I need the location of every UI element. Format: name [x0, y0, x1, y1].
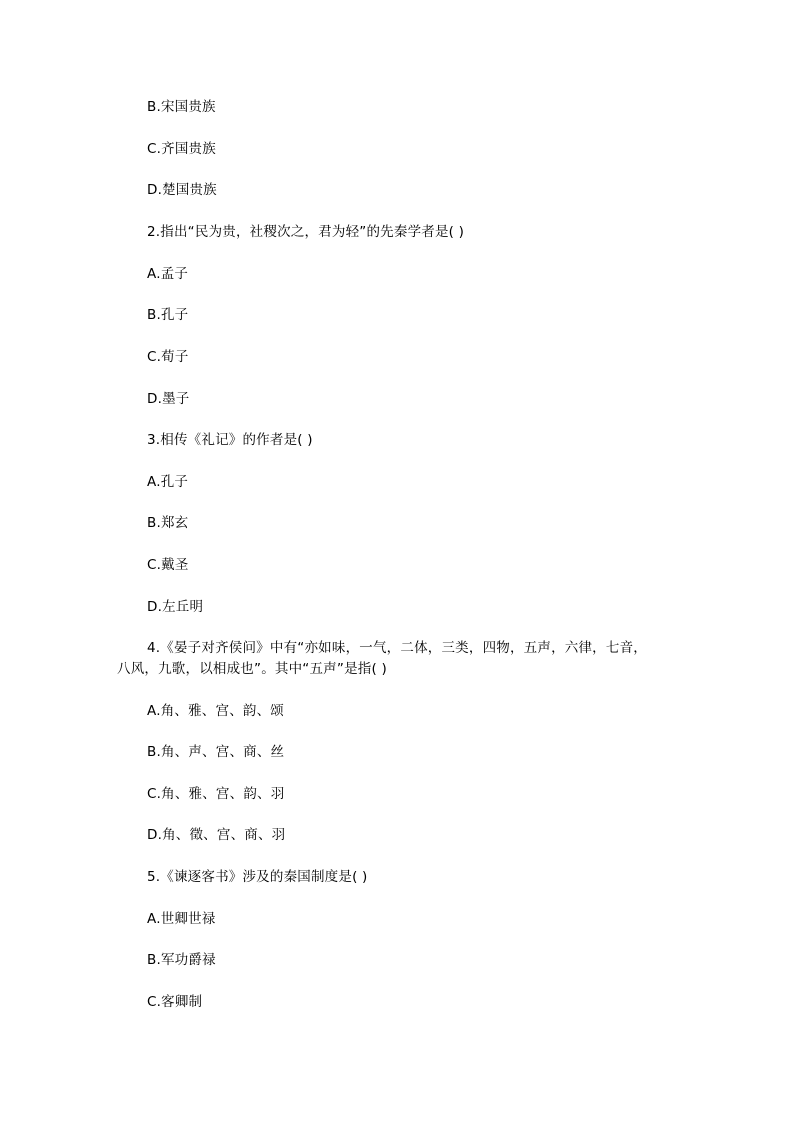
option-b-song: B.宋国贵族: [147, 99, 216, 115]
option-c-qi: C.齐国贵族: [147, 141, 216, 157]
q4-option-d: D.角、徵、宫、商、羽: [147, 827, 286, 843]
q5-option-b: B.军功爵禄: [147, 952, 216, 968]
question-3: 3.相传《礼记》的作者是( ): [147, 432, 313, 448]
q3-option-c: C.戴圣: [147, 557, 189, 573]
question-4-line-2: 八风，九歌，以相成也”。其中“五声”是指( ): [117, 661, 387, 677]
q2-option-b: B.孔子: [147, 307, 189, 323]
q3-option-d: D.左丘明: [147, 599, 204, 615]
question-4: [117, 639, 667, 678]
q2-option-c: C.荀子: [147, 349, 189, 365]
question-2: 2.指出“民为贵，社稷次之，君为轻”的先秦学者是( ): [147, 224, 465, 240]
q4-option-c: C.角、雅、宫、韵、羽: [147, 786, 285, 802]
q4-option-b: B.角、声、宫、商、丝: [147, 744, 285, 760]
q3-option-a: A.孔子: [147, 474, 189, 490]
question-5: 5.《谏逐客书》涉及的秦国制度是( ): [147, 869, 368, 885]
q4-option-a: A.角、雅、宫、韵、颂: [147, 703, 284, 719]
q2-option-d: D.墨子: [147, 391, 190, 407]
q3-option-b: B.郑玄: [147, 515, 189, 531]
q2-option-a: A.孟子: [147, 266, 189, 282]
question-4-line-1: 4.《晏子对齐侯问》中有“亦如味，一气，二体，三类，四物，五声，六律，七音，: [147, 640, 647, 656]
q5-option-a: A.世卿世禄: [147, 911, 216, 927]
option-d-chu: D.楚国贵族: [147, 182, 217, 198]
q5-option-c: C.客卿制: [147, 994, 203, 1010]
